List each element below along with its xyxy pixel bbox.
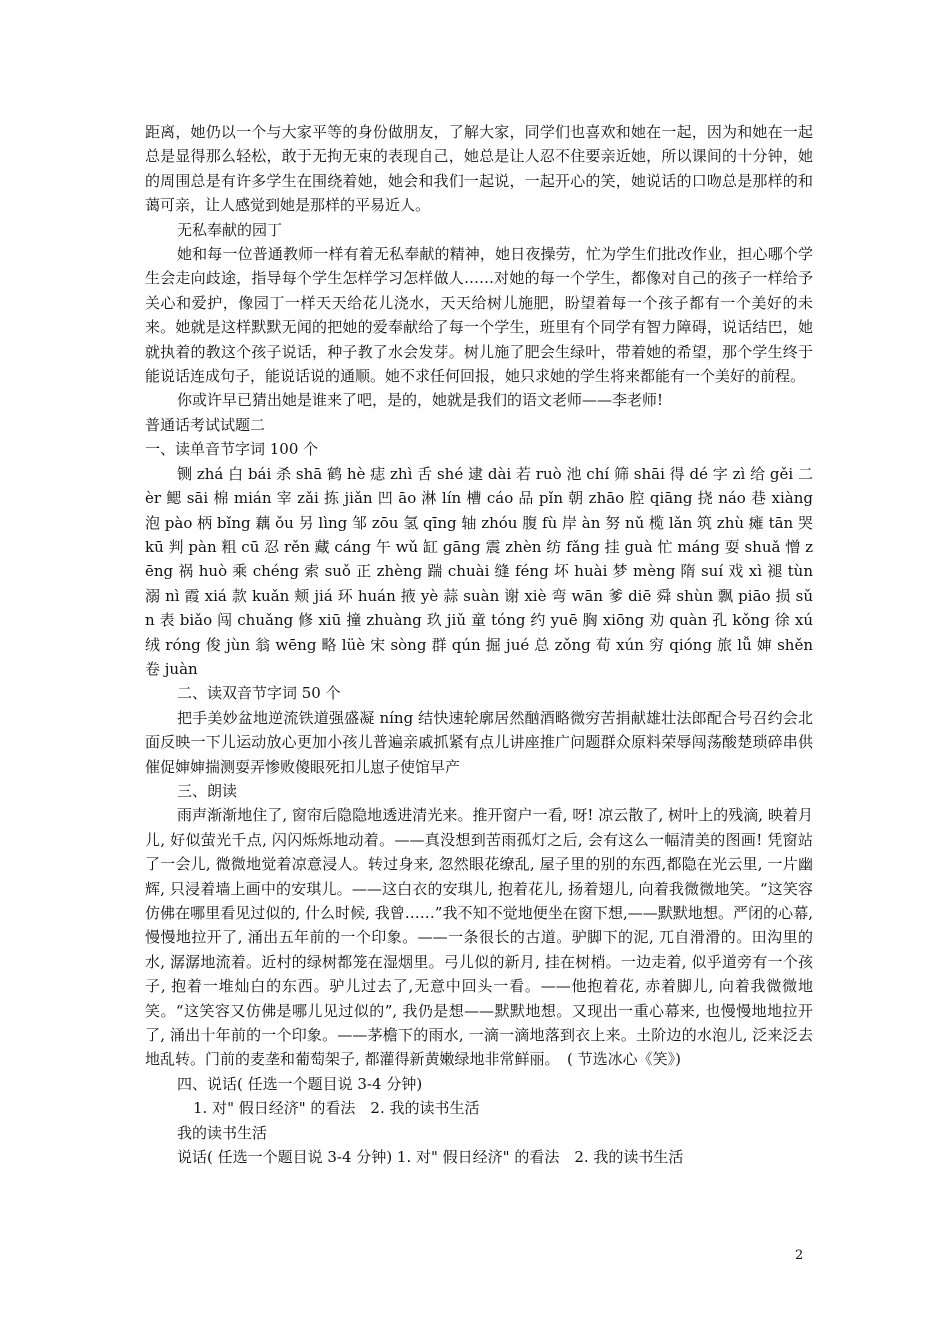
single-syllable-word-list: 铡 zhá 白 bái 杀 shā 鹤 hè 痣 zhì 舌 shé 逮 dài 若 ruò 池 chí 筛 shāi 得 dé 字 zì 给 gěi 二 èr 鳃 sāi 棉 mián 宰 zǎi 拣 jiǎn 凹 āo 淋 lín 槽 cáo 品 pǐn 朝 zhāo 腔 qiāng 挠 náo 巷 xiàng 泡 pào 柄 bǐng 藕 ǒu 另 lìng 邹 zōu 氢 qīng 轴 zhóu 腹 fù 岸 àn 努 nǔ 榄 lǎn 筑 zhù 瘫 tān 哭 kū 判 pàn 粗 cū 忍 rěn 藏 cáng 午 wǔ 缸 gāng 震 zhèn 纺 fǎng 挂 guà 忙 máng 耍 shuǎ 憎 zēng 祸 huò 乘 chéng 索 suǒ 正 zhèng 踹 chuài 缝 féng 坏 huài 梦 mèng 隋 suí 戏 xì 褪 tùn 溺 nì 霞 xiá 款 kuǎn 颊 jiá 环 huán 掖 yè 蒜 suàn 谢 xiè 弯 wān 爹 diē 舜 shùn 飘 piāo 损 sǔn 表 biǎo 闯 chuǎng 修 xiū 撞 zhuàng 玖 jiǔ 童 tóng 约 yuē 胸 xiōng 劝 quàn 孔 kǒng 徐 xú 绒 róng 俊 jùn 翁 wēng 略 lüè 宋 sòng 群 qún 掘 jué 总 zǒng 荀 xún 穷 qióng 旅 lǚ 婶 shěn 卷 juàn: [145, 464, 813, 678]
paragraph-friendship-continuation: 距离，她仍以一个与大家平等的身份做朋友，了解大家，同学们也喜欢和她在一起，因为和她在一起总是显得那么轻松，敢于无拘无束的表现自己，她总是让人忍不住要亲近她，所以课间的十分钟，她的周围总是有许多学生在围绕着她，她会和我们一起说，一起开心的笑，她说话的口吻总是那样的和蔼可亲，让人感觉到她是那样的平易近人。: [145, 123, 813, 215]
speaking-topic-options: 1. 对" 假日经济" 的看法 2. 我的读书生活: [193, 1099, 480, 1118]
speaking-instructions-repeat: 说话( 任选一个题目说 3-4 分钟) 1. 对" 假日经济" 的看法 2. 我的读书生活: [177, 1148, 684, 1167]
reading-passage: 雨声渐渐地住了, 窗帘后隐隐地透进清光来。推开窗户一看, 呀! 凉云散了, 树叶上的残滴, 映着月儿, 好似萤光千点, 闪闪烁烁地动着。——真没想到苦雨孤灯之后, 会有这么一幅清美的图画! 凭窗站了一会儿, 微微地觉着凉意浸人。转过身来, 忽然眼花缭乱, 屋子里的别的东西,都隐在光云里, 一片幽辉, 只浸着墙上画中的安琪儿。——这白衣的安琪儿, 抱着花儿, 扬着翅儿, 向着我微微地笑。“这笑容仿佛在哪里看见过似的, 什么时候, 我曾……”我不知不觉地便坐在窗下想,——默默地想。严闭的心幕, 慢慢地拉开了, 涌出五年前的一个印象。——一条很长的古道。驴脚下的泥, 兀自滑滑的。田沟里的水, 潺潺地流着。近村的绿树都笼在湿烟里。弓儿似的新月, 挂在树梢。一边走着, 似乎道旁有一个孩子, 抱着一堆灿白的东西。驴儿过去了,无意中回头一看。——他抱着花, 赤着脚儿, 向着我微微地笑。“这笑容又仿佛是哪儿见过似的”, 我仍是想——默默地想。又现出一重心幕来, 也慢慢地地拉开了, 涌出十年前的一个印象。——茅檐下的雨水, 一滴一滴地落到衣上来。土阶边的水泡儿, 泛来泛去地乱转。门前的麦垄和葡萄架子, 都灌得新黄嫩绿地非常鲜丽。 ( 节选冰心《笑》): [145, 806, 813, 1069]
exam-title: 普通话考试试题二: [145, 415, 266, 434]
document-page: [145, 120, 813, 1169]
double-syllable-word-list: 把手美妙盆地逆流铁道强盛凝 níng 结快速轮廓居然酗酒略微穷苦捐献雄壮法郎配合号召约会北面反映一下儿运动放心更加小孩儿普遍亲戚抓紧有点儿讲座推广问题群众原料荣辱闯荡酸楚琐碎串供催促婶婶揣测耍弄惨败傻眼死扣儿崽子使馆早产: [145, 708, 813, 776]
section-speaking-heading: 四、说话( 任选一个题目说 3-4 分钟): [177, 1074, 423, 1093]
heading-selfless-gardener: 无私奉献的园丁: [177, 220, 283, 239]
paragraph-teacher-reveal: 你或许早已猜出她是谁来了吧，是的，她就是我们的语文老师——李老师!: [177, 391, 664, 410]
section-reading-heading: 三、朗读: [177, 781, 238, 800]
speaking-chosen-topic: 我的读书生活: [177, 1123, 268, 1142]
paragraph-selfless-dedication: 她和每一位普通教师一样有着无私奉献的精神，她日夜操劳，忙为学生们批改作业，担心哪个学生会走向歧途，指导每个学生怎样学习怎样做人……对她的每一个学生，都像对自己的孩子一样给予关心和爱护，像园丁一样天天给花儿浇水，天天给树儿施肥，盼望着每一个孩子都有一个美好的未来。她就是这样默默无闻的把她的爱奉献给了每一个学生，班里有个同学有智力障碍，说话结巴，她就执着的教这个孩子说话，种子教了水会发芽。树儿施了肥会生绿叶，带着她的希望，那个学生终于能说话连成句子，能说话说的通顺。她不求任何回报，她只求她的学生将来都能有一个美好的前程。: [145, 245, 813, 386]
section-single-syllable-heading: 一、读单音节字词 100 个: [145, 440, 319, 459]
section-double-syllable-heading: 二、读双音节字词 50 个: [177, 684, 341, 703]
page-number: 2: [795, 1248, 804, 1263]
